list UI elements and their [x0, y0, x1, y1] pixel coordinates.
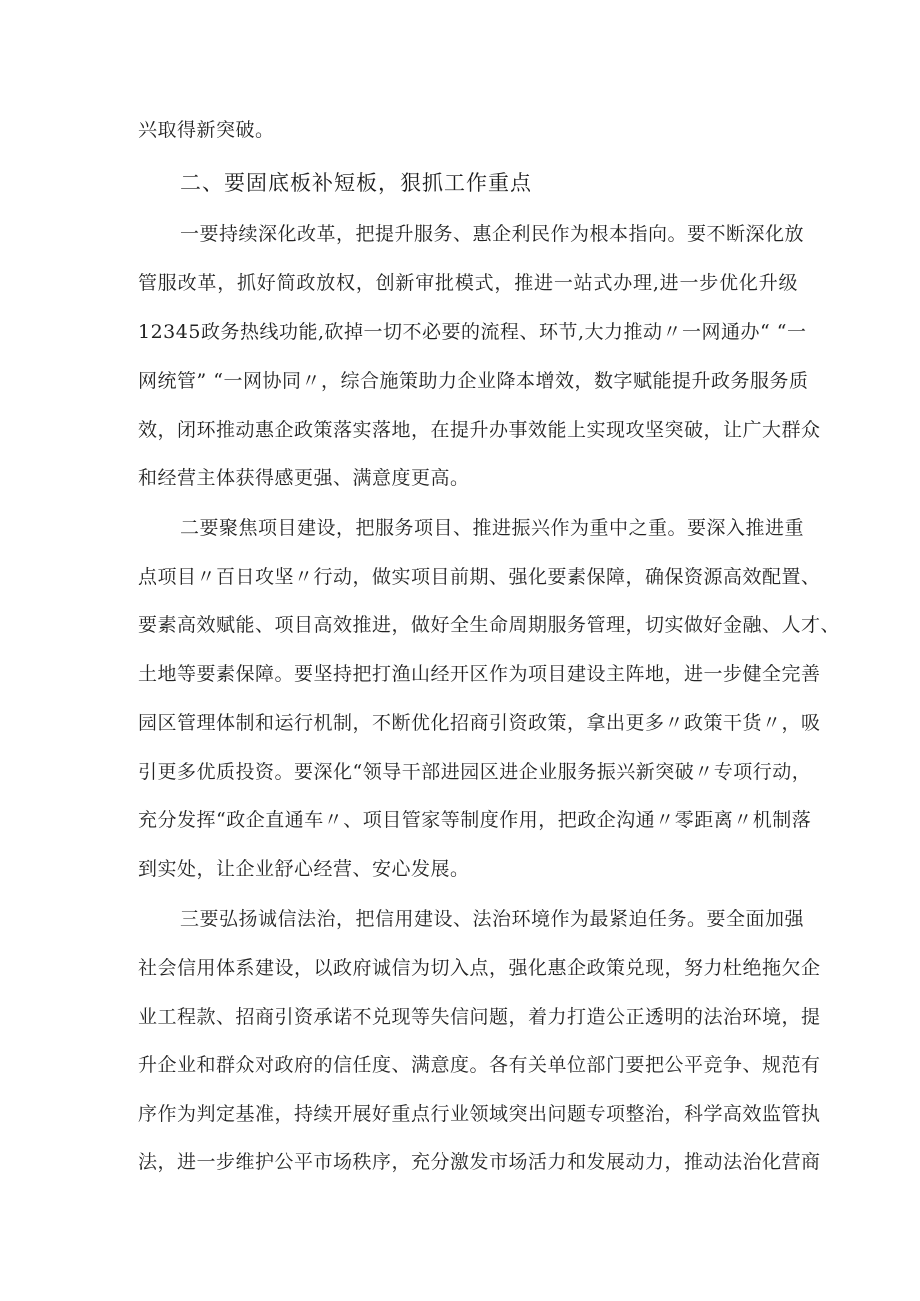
paragraph-line: 引更多优质投资。要深化“领导干部进园区进企业服务振兴新突破〃专项行动， — [138, 761, 812, 783]
paragraph-line: 效，闭环推动惠企政策落实落地，在提升办事效能上实现攻坚突破，让广大群众 — [138, 419, 821, 441]
paragraph-line: 三要弘扬诚信法治，把信用建设、法治环境作为最紧迫任务。要全面加强 — [180, 908, 805, 930]
paragraph-line: 和经营主体获得感更强、满意度更高。 — [138, 467, 470, 489]
paragraph-line: 12345政务热线功能,砍掉一切不必要的流程、环节,大力推动〃一网通办“ “一 — [138, 321, 807, 343]
paragraph-line: 充分发挥“政企直通车〃、项目管家等制度作用，把政企沟通〃零距离〃机制落 — [138, 809, 812, 831]
paragraph-line: 二要聚焦项目建设，把服务项目、推进振兴作为重中之重。要深入推进重 — [180, 517, 805, 539]
section-heading: 二、要固底板补短板，狠抓工作重点 — [180, 171, 532, 195]
paragraph-line: 法，进一步维护公平市场秩序，充分激发市场活力和发展动力，推动法治化营商 — [138, 1151, 821, 1173]
paragraph-line: 一要持续深化改革，把提升服务、惠企利民作为根本指向。要不断深化放 — [180, 223, 805, 245]
paragraph-line: 业工程款、招商引资承诺不兑现等失信问题，着力打造公正透明的法治环境，提 — [138, 1006, 821, 1028]
paragraph-line: 土地等要素保障。要坚持把打渔山经开区作为项目建设主阵地，进一步健全完善 — [138, 663, 821, 685]
paragraph-line: 网统管” “一网协同〃，综合施策助力企业降本增效，数字赋能提升政务服务质 — [138, 370, 809, 392]
intro-line: 兴取得新突破。 — [138, 119, 275, 141]
paragraph-line: 园区管理体制和运行机制，不断优化招商引资政策，拿出更多〃政策干货〃，吸 — [138, 712, 821, 734]
paragraph-line: 序作为判定基准，持续开展好重点行业领域突出问题专项整治，科学高效监管执 — [138, 1103, 821, 1125]
paragraph-line: 要素高效赋能、项目高效推进，做好全生命周期服务管理，切实做好金融、人才、 — [138, 614, 841, 636]
paragraph-line: 管服改革，抓好简政放权，创新审批模式，推进一站式办理,进一步优化升级 — [138, 272, 798, 294]
paragraph-line: 到实处，让企业舒心经营、安心发展。 — [138, 858, 470, 880]
paragraph-line: 点项目〃百日攻坚〃行动，做实项目前期、强化要素保障，确保资源高效配置、 — [138, 566, 821, 588]
paragraph-line: 社会信用体系建设，以政府诚信为切入点，强化惠企政策兑现，努力杜绝拖欠企 — [138, 957, 821, 979]
paragraph-line: 升企业和群众对政府的信任度、满意度。各有关单位部门要把公平竞争、规范有 — [138, 1054, 821, 1076]
